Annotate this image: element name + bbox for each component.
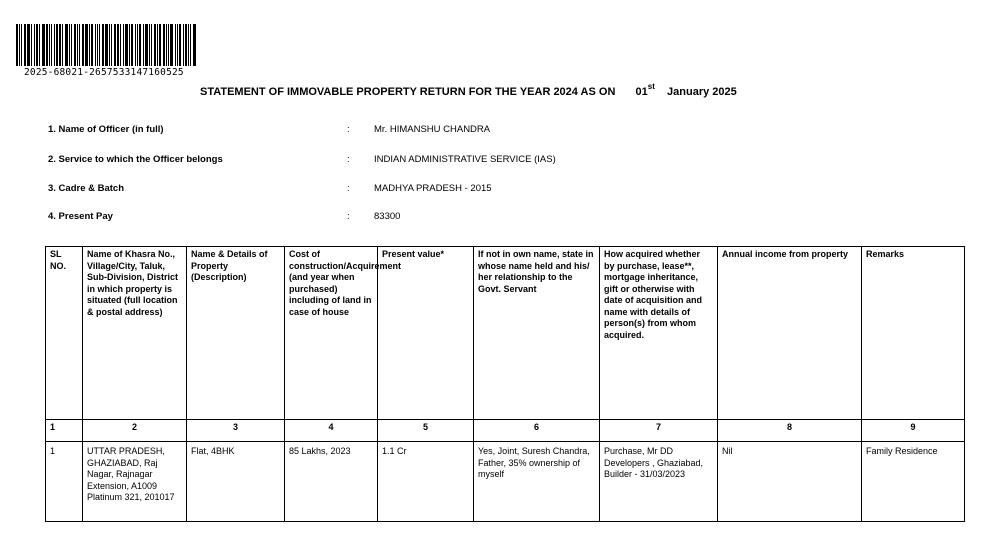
barcode-bar — [123, 24, 124, 66]
table-header-row — [46, 247, 965, 420]
barcode-bar — [163, 24, 165, 66]
present-pay-colon: : — [347, 211, 350, 222]
title-prefix: STATEMENT OF IMMOVABLE PROPERTY RETURN FOR THE YEAR 2024 AS ON — [200, 86, 616, 98]
barcode-bar — [82, 24, 84, 66]
barcode-bar — [65, 24, 68, 66]
cell-present-value: 1.1 Cr — [378, 442, 474, 522]
property-table — [45, 246, 965, 522]
barcode-bar — [151, 24, 152, 66]
barcode-bar — [154, 24, 156, 66]
header-property-details: Name & Details of Property (Description) — [187, 247, 285, 420]
barcode-bar — [135, 24, 136, 66]
header-how-acquired: How acquired whether by purchase, lease**, mortgage inheritance, gift or otherwise with date of acquisition and name with details of person(s) from whom acquired. — [600, 247, 718, 420]
barcode-bar — [51, 24, 52, 66]
barcode-bar — [95, 24, 96, 66]
barcode-bar — [102, 24, 104, 66]
barcode-bar — [56, 24, 58, 66]
barcode-bar — [39, 24, 40, 66]
barcode-bar — [168, 24, 169, 66]
cell-annual-income: Nil — [718, 442, 862, 522]
barcode-bar — [131, 24, 133, 66]
barcode-bar — [71, 24, 72, 66]
column-number: 9 — [862, 420, 965, 442]
present-pay-value: 83300 — [374, 211, 401, 222]
document-title — [200, 82, 737, 98]
column-number: 7 — [600, 420, 718, 442]
cell-remarks: Family Residence — [862, 442, 965, 522]
column-number: 3 — [187, 420, 285, 442]
barcode-bar — [46, 24, 48, 66]
barcode-bar — [185, 24, 187, 66]
barcode-bar — [42, 24, 45, 66]
cell-location: UTTAR PRADESH, GHAZIABAD, Raj Nagar, Rajnagar Extension, A1009 Platinum 321, 201017 — [83, 442, 187, 522]
barcode-bar — [175, 24, 176, 66]
column-number: 5 — [378, 420, 474, 442]
barcode-bar — [97, 24, 98, 66]
barcode-bar — [99, 24, 100, 66]
header-cost: Cost of construction/Acquirement (and year when purchased) including of land in case of house — [285, 247, 378, 420]
officer-name-value: Mr. HIMANSHU CHANDRA — [374, 124, 491, 135]
barcode-bar — [129, 24, 130, 66]
cell-owner-relationship: Yes, Joint, Suresh Chandra, Father, 35% ownership of myself — [474, 442, 600, 522]
cadre-batch-label: 3. Cadre & Batch — [48, 183, 125, 194]
barcode-bar — [105, 24, 108, 66]
barcode-image — [16, 24, 198, 66]
barcode-bar — [36, 24, 38, 66]
barcode-bar — [149, 24, 150, 66]
barcode-number: 2025-68021-2657533147160525 — [24, 67, 184, 78]
header-owner-relationship: If not in own name, state in whose name held and his/ her relationship to the Govt. Servant — [474, 247, 600, 420]
barcode-bar — [137, 24, 138, 66]
barcode-bar — [49, 24, 50, 66]
barcode-bar — [24, 24, 26, 66]
barcode-bar — [31, 24, 32, 66]
barcode-bar — [91, 24, 93, 66]
barcode-bar — [16, 24, 18, 66]
barcode-bar — [34, 24, 35, 66]
barcode-bar — [59, 24, 61, 66]
column-number: 1 — [46, 420, 83, 442]
cell-sl-no: 1 — [46, 442, 83, 522]
column-number: 8 — [718, 420, 862, 442]
header-sl-no: SL NO. — [46, 247, 83, 420]
barcode-bar — [54, 24, 55, 66]
officer-name-colon: : — [347, 124, 350, 135]
header-location: Name of Khasra No., Village/City, Taluk, Sub-Division, District in which property is situated (full location & postal address) — [83, 247, 187, 420]
title-month-year: January 2025 — [667, 86, 737, 98]
header-remarks: Remarks — [862, 247, 965, 420]
barcode-bar — [139, 24, 141, 66]
service-label: 2. Service to which the Officer belongs — [48, 154, 223, 165]
barcode-bar — [85, 24, 88, 66]
cell-property-details: Flat, 4BHK — [187, 442, 285, 522]
barcode-bar — [183, 24, 184, 66]
barcode-bar — [170, 24, 173, 66]
table-row — [46, 442, 965, 522]
barcode-bar — [190, 24, 191, 66]
barcode-bar — [19, 24, 20, 66]
title-day: 01 — [635, 86, 648, 98]
barcode-bar — [166, 24, 167, 66]
column-number: 2 — [83, 420, 187, 442]
cadre-batch-colon: : — [347, 183, 350, 194]
barcode-bar — [111, 24, 112, 66]
barcode-bar — [157, 24, 158, 66]
title-day-suffix: st — [647, 82, 655, 91]
barcode-bar — [125, 24, 128, 66]
barcode-bar — [177, 24, 178, 66]
cell-cost: 85 Lakhs, 2023 — [285, 442, 378, 522]
header-present-value: Present value* — [378, 247, 474, 420]
service-colon: : — [347, 154, 350, 165]
present-pay-label: 4. Present Pay — [48, 211, 113, 222]
barcode-bar — [62, 24, 63, 66]
barcode-bar — [74, 24, 76, 66]
barcode-bar — [69, 24, 70, 66]
barcode-bar — [89, 24, 90, 66]
barcode-bar — [145, 24, 148, 66]
column-number: 6 — [474, 420, 600, 442]
barcode-bar — [117, 24, 119, 66]
header-annual-income: Annual income from property — [718, 247, 862, 420]
barcode-bar — [77, 24, 78, 66]
officer-name-label: 1. Name of Officer (in full) — [48, 124, 164, 135]
cadre-batch-value: MADHYA PRADESH - 2015 — [374, 183, 492, 194]
column-number-row — [46, 420, 965, 442]
column-number: 4 — [285, 420, 378, 442]
service-value: INDIAN ADMINISTRATIVE SERVICE (IAS) — [374, 154, 556, 165]
barcode-bar — [21, 24, 22, 66]
barcode-bar — [79, 24, 80, 66]
barcode-bar — [143, 24, 144, 66]
barcode-bar — [114, 24, 116, 66]
cell-how-acquired: Purchase, Mr DD Developers , Ghaziabad, Builder - 31/03/2023 — [600, 442, 718, 522]
barcode-bar — [188, 24, 189, 66]
barcode-bar — [109, 24, 110, 66]
barcode-bar — [179, 24, 181, 66]
barcode-bar — [193, 24, 196, 66]
barcode-bar — [27, 24, 30, 66]
barcode-bar — [159, 24, 161, 66]
barcode-bar — [120, 24, 121, 66]
